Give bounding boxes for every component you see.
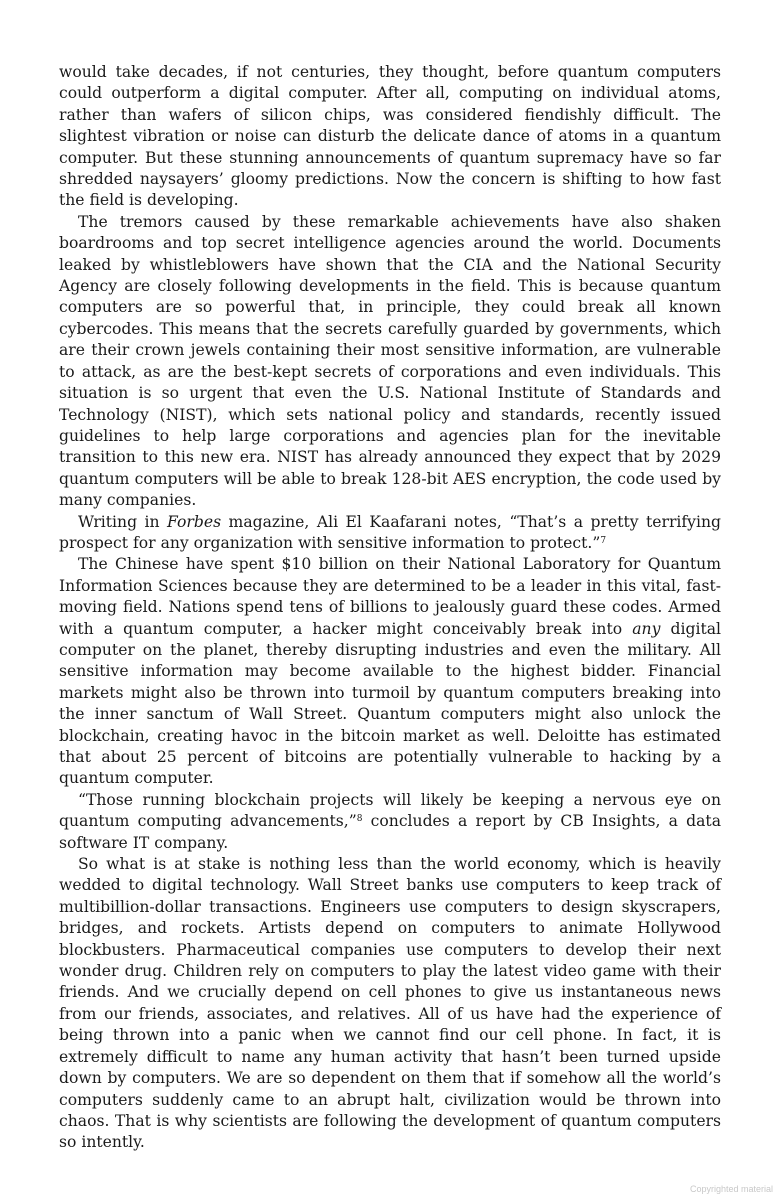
any-italic: any [632,619,661,638]
paragraph-3 [59,512,721,555]
paragraph-2-text: The tremors caused by these remarkable achievements have also shaken boardrooms and top secret intelligence agencies around the world. Documents leaked by whistleblowers have shown that the CIA and the National Security Agency are closely following developments in the field. This is because quantum computers are so powerful that, in principle, they could break all known cybercodes. This means that the secrets carefully guarded by governments, which are their crown jewels containing their most sensitive information, are vulnerable to attack, as are the best-kept secrets of corporations and even individuals. This situation is so urgent that even the U.S. National Institute of Standards and Technology (NIST), which sets national policy and standards, recently issued guidelines to help large corporations and agencies plan for the inevitable transition to this new era. NIST has already announced they expect that by 2029 quantum computers will be able to break 128-bit AES encryption, the code used by many companies. [59,212,721,510]
paragraph-4-text-b: digital computer on the planet, thereby disrupting industries and even the military. All sensitive information may become available to the highest bidder. Financial markets might also be thrown into turmoil by quantum computers breaking into the inner sanctum of Wall Street. Quantum computers might also unlock the blockchain, creating havoc in the bitcoin market as well. Deloitte has estimated that about 25 percent of bitcoins are potentially vulnerable to hacking by a quantum computer. [59,619,722,788]
forbes-italic: Forbes [167,512,222,531]
paragraph-3-text-b: magazine, Ali El Kaafarani notes, “That’s a pretty terrifying prospect for any organization with sensitive information to protect.” [59,512,721,552]
paragraph-4-text-a: The Chinese have spent $10 billion on their National Laboratory for Quantum Information Sciences because they are determined to be a leader in this vital, fast-moving field. Nations spend tens of billions to jealously guard these codes. Armed with a quantum computer, a hacker might conceivably break into [59,555,721,638]
paragraph-6 [59,854,721,1154]
paragraph-2 [59,212,721,512]
footnote-ref-7: 7 [600,536,607,546]
paragraph-6-text: So what is at stake is nothing less than the world economy, which is heavily wedded to digital technology. Wall Street banks use computers to keep track of multibillion-dollar transactions. Engineers use computers to design skyscrapers, bridges, and rockets. Artists depend on computers to animate Hollywood blockbusters. Pharmaceutical companies use computers to develop their next wonder drug. Children rely on computers to play the latest video game with their friends. And we crucially depend on cell phones to give us instantaneous news from our friends, associates, and relatives. All of us have had the experience of being thrown into a panic when we cannot find our cell phone. In fact, it is extremely difficult to name any human activity that hasn’t been turned upside down by computers. We are so dependent on them that if somehow all the world’s computers suddenly came to an abrupt halt, civilization would be thrown into chaos. That is why scientists are following the development of quantum computers so intently. [59,855,721,1152]
paragraph-4 [59,554,721,789]
paragraph-5-text-a: “Those running blockchain projects will likely be keeping a nervous eye on quantum computing advancements,” [59,790,721,831]
footnote-ref-8: 8 [356,814,363,825]
page-body [59,62,721,1154]
paragraph-3-text-a: Writing in [78,512,168,531]
paragraph-5 [59,790,721,854]
copyright-watermark: Copyrighted material [689,1184,773,1194]
paragraph-1-text: would take decades, if not centuries, they thought, before quantum computers could outperform a digital computer. After all, computing on individual atoms, rather than wafers of silicon chips, was considered fiendishly difficult. The slightest vibration or noise can disturb the delicate dance of atoms in a quantum computer. But these stunning announcements of quantum supremacy have so far shredded naysayers’ gloomy predictions. Now the concern is shifting to how fast the field is developing. [59,63,721,210]
paragraph-5-text-b: concludes a report by CB Insights, a data software IT company. [59,812,721,852]
paragraph-1 [59,62,721,212]
